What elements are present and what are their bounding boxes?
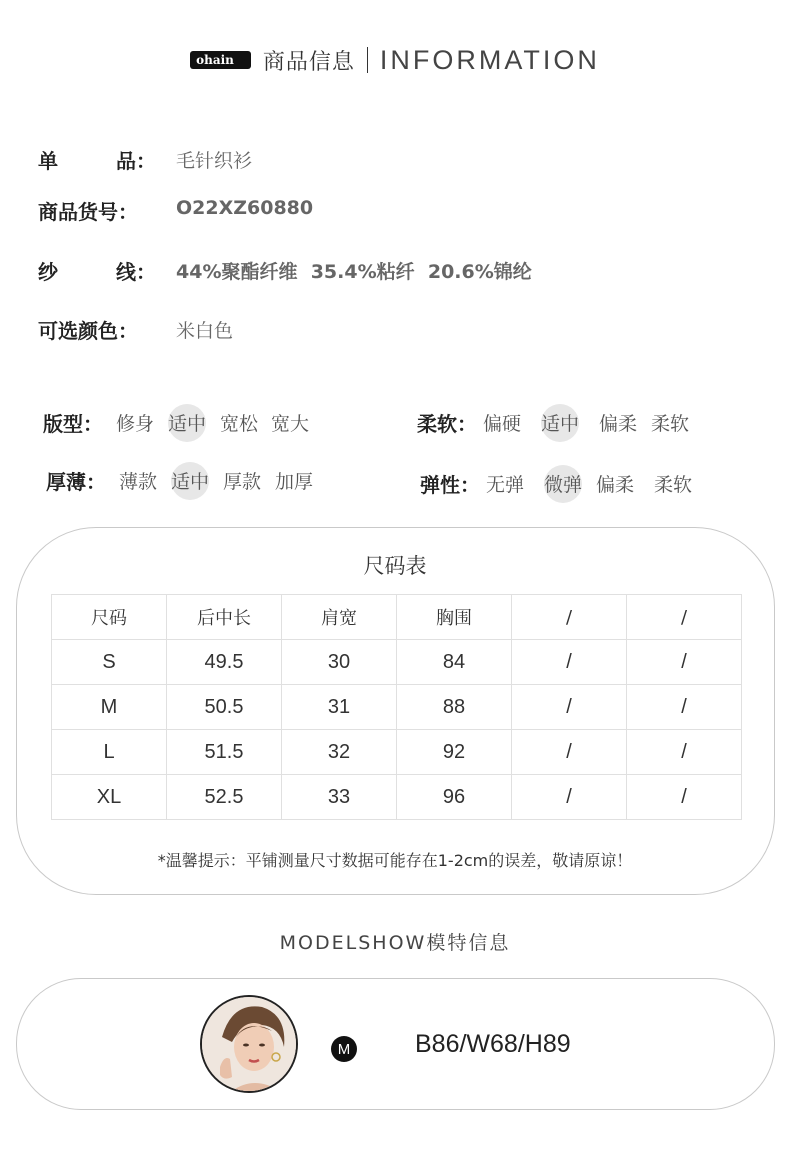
info-label-color xyxy=(38,315,148,344)
table-row xyxy=(52,685,742,730)
brand-logo xyxy=(190,51,251,69)
table-header-cell: 后中长 xyxy=(167,595,282,640)
attr-label-softness: 柔软： xyxy=(417,412,477,436)
brand-logo-text: ohain xyxy=(196,53,234,67)
measurement-tip: *温馨提示：平铺测量尺寸数据可能存在1-2cm的误差，敬请原谅！ xyxy=(157,851,633,870)
table-cell: 33 xyxy=(282,775,397,820)
info-label-sku-text: 商品货号 xyxy=(38,200,118,224)
table-cell: 32 xyxy=(282,730,397,775)
attr-softness-option: 偏硬 xyxy=(483,413,522,435)
header-title-cn: 商品信息 xyxy=(262,49,355,75)
info-label-sku xyxy=(38,196,148,225)
table-cell: / xyxy=(512,685,627,730)
info-label-color-text: 可选颜色 xyxy=(38,319,118,343)
info-value-yarn: 44%聚酯纤维 35.4%粘纤 20.6%锦纶 xyxy=(176,261,532,283)
table-header-cell: 肩宽 xyxy=(282,595,397,640)
model-measurements: B86/W68/H89 xyxy=(415,1030,571,1058)
info-value-sku: O22XZ60880 xyxy=(176,197,314,219)
table-cell: XL xyxy=(52,775,167,820)
play-arrow-icon xyxy=(239,56,245,64)
table-cell: / xyxy=(512,640,627,685)
model-avatar xyxy=(200,995,298,1093)
table-header-cell: / xyxy=(627,595,742,640)
table-cell: / xyxy=(627,775,742,820)
table-cell: / xyxy=(627,685,742,730)
table-cell: S xyxy=(52,640,167,685)
table-cell: / xyxy=(627,730,742,775)
info-label-yarn-char-2: 线： xyxy=(116,260,156,284)
table-cell: 49.5 xyxy=(167,640,282,685)
attr-fit-option: 修身 xyxy=(116,413,155,435)
table-row xyxy=(52,640,742,685)
size-table xyxy=(51,594,742,820)
attr-fit-option: 宽大 xyxy=(271,413,310,435)
table-cell: / xyxy=(512,730,627,775)
table-cell: 88 xyxy=(397,685,512,730)
table-cell: 30 xyxy=(282,640,397,685)
attr-thickness-option-selected: 适中 xyxy=(171,467,209,494)
attr-elasticity-option-selected: 微弹 xyxy=(544,470,582,497)
table-row xyxy=(52,730,742,775)
table-cell: 50.5 xyxy=(167,685,282,730)
model-info-panel xyxy=(16,978,775,1110)
info-value-item: 毛针织衫 xyxy=(176,150,253,172)
attr-elasticity-option: 柔软 xyxy=(654,474,693,496)
info-label-sku-colon: ： xyxy=(118,200,138,224)
attr-thickness-option: 薄款 xyxy=(119,471,158,493)
attr-fit-option: 宽松 xyxy=(220,413,259,435)
attr-thickness-option: 厚款 xyxy=(223,471,262,493)
table-header-row xyxy=(52,595,742,640)
attr-elasticity-option: 无弹 xyxy=(486,474,525,496)
attr-softness-option-selected: 适中 xyxy=(541,409,579,436)
table-cell: L xyxy=(52,730,167,775)
table-header-cell: 胸围 xyxy=(397,595,512,640)
header-title-en: INFORMATION xyxy=(379,44,600,75)
size-chart-title: 尺码表 xyxy=(363,554,427,578)
attr-elasticity-option: 偏柔 xyxy=(596,474,635,496)
table-header-cell: / xyxy=(512,595,627,640)
table-cell: 51.5 xyxy=(167,730,282,775)
table-cell: / xyxy=(512,775,627,820)
info-label-yarn-char-1: 纱 xyxy=(38,260,58,284)
model-portrait-icon xyxy=(202,997,296,1091)
page-header xyxy=(0,40,790,80)
header-divider xyxy=(367,47,368,73)
table-cell: 31 xyxy=(282,685,397,730)
info-label-item-char-2: 品： xyxy=(116,149,156,173)
table-cell: 92 xyxy=(397,730,512,775)
attr-label-fit: 版型： xyxy=(43,412,103,436)
table-cell: 96 xyxy=(397,775,512,820)
model-size-badge: M xyxy=(331,1036,357,1062)
info-label-yarn xyxy=(38,256,156,285)
info-label-color-colon: ： xyxy=(118,319,138,343)
attr-thickness-option: 加厚 xyxy=(275,471,314,493)
attr-softness-option: 柔软 xyxy=(651,413,690,435)
attr-label-thickness: 厚薄： xyxy=(46,470,106,494)
attr-label-elasticity: 弹性： xyxy=(420,473,480,497)
info-label-item xyxy=(38,145,156,174)
info-value-color: 米白色 xyxy=(176,320,234,342)
info-label-item-char-1: 单 xyxy=(38,149,58,173)
attr-fit-option-selected: 适中 xyxy=(168,409,206,436)
table-cell: 52.5 xyxy=(167,775,282,820)
model-section-title: MODELSHOW模特信息 xyxy=(279,932,511,954)
table-row xyxy=(52,775,742,820)
attr-softness-option: 偏柔 xyxy=(599,413,638,435)
table-cell: 84 xyxy=(397,640,512,685)
table-cell: / xyxy=(627,640,742,685)
table-header-cell: 尺码 xyxy=(52,595,167,640)
table-cell: M xyxy=(52,685,167,730)
